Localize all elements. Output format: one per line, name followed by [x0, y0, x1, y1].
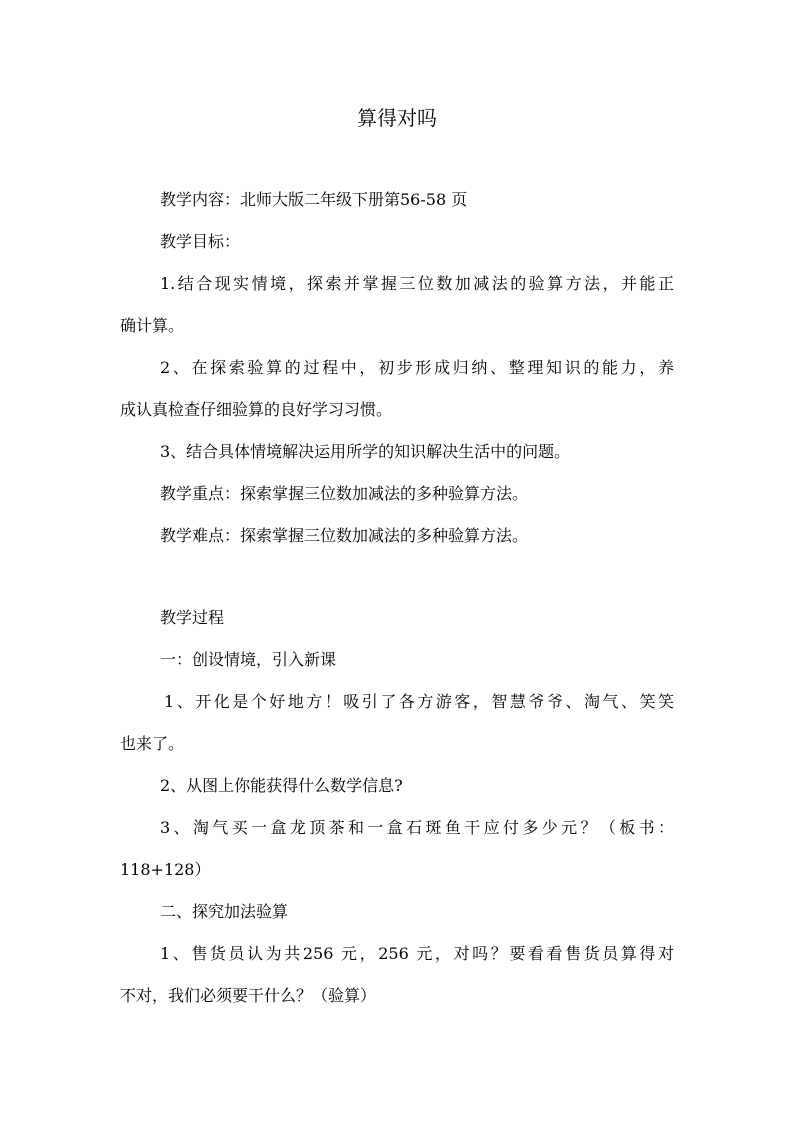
- teaching-process-heading: 教学过程: [160, 608, 225, 627]
- goal-2-line-2: 成认真检查仔细验算的良好学习习惯。: [120, 400, 393, 419]
- teaching-goals-heading: 教学目标：: [160, 232, 241, 251]
- teaching-content: 教学内容：北师大版二年级下册第56-58 页: [160, 190, 468, 209]
- section-1-item-3-line-1: 3、淘气买一盒龙顶茶和一盒石斑鱼干应付多少元？（板书：: [160, 818, 674, 837]
- section-1-item-2: 2、从图上你能获得什么数学信息?: [160, 776, 403, 795]
- section-1-item-1-line-1: 1、开化是个好地方！吸引了各方游客，智慧爷爷、淘气、笑笑: [164, 692, 674, 711]
- goal-1-line-1: 1.结合现实情境，探索并掌握三位数加减法的验算方法，并能正: [160, 274, 674, 293]
- section-1-heading: 一：创设情境，引入新课: [160, 650, 337, 669]
- goal-1-line-2: 确计算。: [120, 316, 185, 335]
- section-1-item-1-line-2: 也来了。: [120, 734, 185, 753]
- section-2-item-1-line-1: 1、售货员认为共256 元，256 元，对吗？要看看售货员算得对: [160, 944, 674, 963]
- section-2-heading: 二、探究加法验算: [160, 902, 289, 921]
- section-1-item-3-line-2: 118+128）: [120, 860, 211, 879]
- teaching-key-point: 教学重点：探索掌握三位数加减法的多种验算方法。: [160, 484, 529, 503]
- document-title: 算得对吗: [357, 106, 437, 130]
- section-2-item-1-line-2: 不对，我们必须要干什么？（验算）: [120, 986, 377, 1005]
- teaching-difficulty: 教学难点：探索掌握三位数加减法的多种验算方法。: [160, 526, 529, 545]
- goal-3: 3、结合具体情境解决运用所学的知识解决生活中的问题。: [160, 442, 571, 461]
- goal-2-line-1: 2、在探索验算的过程中，初步形成归纳、整理知识的能力，养: [160, 358, 674, 377]
